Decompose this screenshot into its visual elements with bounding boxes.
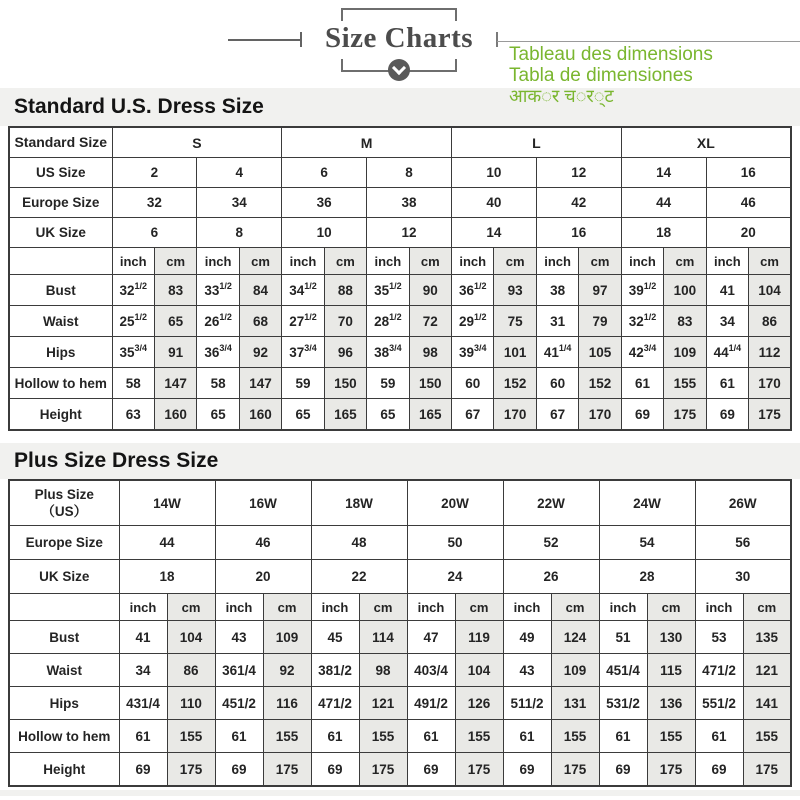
row-label: Height [9, 753, 119, 787]
size-group-cell: S [112, 127, 282, 158]
value-cell: 41 [119, 621, 167, 654]
value-cell: 53 [695, 621, 743, 654]
value-cell: 65 [282, 399, 324, 431]
size-group-cell: 22W [503, 480, 599, 526]
value-cell: 61 [119, 720, 167, 753]
value-cell: 147 [239, 368, 281, 399]
value-cell: 18 [119, 560, 215, 594]
unit-cell: inch [215, 594, 263, 621]
value-cell: 115 [647, 654, 695, 687]
size-group-cell: 18W [311, 480, 407, 526]
value-cell: 6 [282, 158, 367, 188]
value-cell: 361/4 [215, 654, 263, 687]
value-cell: 109 [263, 621, 311, 654]
unit-cell: inch [311, 594, 359, 621]
value-cell: 451/4 [599, 654, 647, 687]
value-cell: 155 [664, 368, 706, 399]
unit-cell: cm [579, 248, 621, 275]
size-group-cell: 26W [695, 480, 791, 526]
value-cell: 31 [536, 306, 578, 337]
unit-cell: inch [706, 248, 748, 275]
header [0, 0, 800, 106]
value-cell: $36^{3/4}$ [197, 337, 239, 368]
value-cell: 121 [743, 654, 791, 687]
value-cell: 130 [647, 621, 695, 654]
bottom-strip [0, 790, 800, 796]
value-cell: 175 [359, 753, 407, 787]
value-cell: 61 [503, 720, 551, 753]
value-cell: 69 [311, 753, 359, 787]
standard-table-heading: Standard U.S. Dress Size [14, 95, 264, 118]
value-cell: 105 [579, 337, 621, 368]
value-cell: 381/2 [311, 654, 359, 687]
value-cell: 114 [359, 621, 407, 654]
corner-label: Plus Size （US） [9, 480, 119, 526]
value-cell: $32^{1/2}$ [621, 306, 663, 337]
value-cell: 65 [367, 399, 409, 431]
value-cell: 58 [197, 368, 239, 399]
value-cell: 59 [282, 368, 324, 399]
unit-cell: inch [452, 248, 494, 275]
value-cell: 69 [215, 753, 263, 787]
value-cell: $33^{1/2}$ [197, 275, 239, 306]
right-rule-line [497, 41, 800, 42]
value-cell: 43 [503, 654, 551, 687]
unit-cell: inch [536, 248, 578, 275]
value-cell: 403/4 [407, 654, 455, 687]
value-cell: $37^{3/4}$ [282, 337, 324, 368]
value-cell: 65 [154, 306, 196, 337]
value-cell: 41 [706, 275, 748, 306]
value-cell: 14 [452, 218, 537, 248]
row-label: Waist [9, 654, 119, 687]
value-cell: 8 [367, 158, 452, 188]
value-cell: 90 [409, 275, 451, 306]
size-group-cell: 24W [599, 480, 695, 526]
value-cell: $42^{3/4}$ [621, 337, 663, 368]
value-cell: 72 [409, 306, 451, 337]
unit-cell: inch [282, 248, 324, 275]
value-cell: 431/4 [119, 687, 167, 720]
value-cell: 47 [407, 621, 455, 654]
plus-size-table [8, 479, 792, 787]
value-cell: 131 [551, 687, 599, 720]
value-cell: 152 [494, 368, 536, 399]
value-cell: 67 [452, 399, 494, 431]
value-cell: $26^{1/2}$ [197, 306, 239, 337]
value-cell: $35^{1/2}$ [367, 275, 409, 306]
value-cell: 48 [311, 526, 407, 560]
value-cell: 38 [536, 275, 578, 306]
row-label: Europe Size [9, 188, 112, 218]
value-cell: 86 [749, 306, 791, 337]
value-cell: 69 [119, 753, 167, 787]
unit-cell: cm [324, 248, 366, 275]
value-cell: 175 [749, 399, 791, 431]
value-cell: 109 [551, 654, 599, 687]
unit-cell: cm [647, 594, 695, 621]
size-group-cell: XL [621, 127, 791, 158]
value-cell: 12 [536, 158, 621, 188]
value-cell: 100 [664, 275, 706, 306]
left-rule-tick [300, 32, 302, 47]
row-label: Hollow to hem [9, 368, 112, 399]
size-group-cell: 20W [407, 480, 503, 526]
value-cell: 104 [749, 275, 791, 306]
unit-cell: inch [621, 248, 663, 275]
value-cell: 155 [263, 720, 311, 753]
value-cell: 175 [263, 753, 311, 787]
value-cell: 104 [455, 654, 503, 687]
value-cell: 155 [167, 720, 215, 753]
value-cell: 70 [324, 306, 366, 337]
value-cell: 36 [282, 188, 367, 218]
unit-cell: inch [503, 594, 551, 621]
value-cell: 471/2 [311, 687, 359, 720]
value-cell: 91 [154, 337, 196, 368]
size-group-cell: L [452, 127, 622, 158]
value-cell: 155 [647, 720, 695, 753]
row-label: Bust [9, 275, 112, 306]
value-cell: 46 [706, 188, 791, 218]
value-cell: 175 [455, 753, 503, 787]
unit-cell: cm [167, 594, 215, 621]
value-cell: 92 [239, 337, 281, 368]
value-cell: 18 [621, 218, 706, 248]
unit-cell: cm [154, 248, 196, 275]
value-cell: $38^{3/4}$ [367, 337, 409, 368]
value-cell: 51 [599, 621, 647, 654]
value-cell: 2 [112, 158, 197, 188]
value-cell: 92 [263, 654, 311, 687]
value-cell: 136 [647, 687, 695, 720]
value-cell: 93 [494, 275, 536, 306]
unit-cell: cm [494, 248, 536, 275]
row-label: US Size [9, 158, 112, 188]
translation-spanish: Tabla de dimensiones [509, 65, 693, 86]
value-cell: 24 [407, 560, 503, 594]
row-label: Hollow to hem [9, 720, 119, 753]
plus-heading-band [0, 443, 800, 479]
corner-label: Standard Size [9, 127, 112, 158]
value-cell: 67 [536, 399, 578, 431]
value-cell: 121 [359, 687, 407, 720]
value-cell: 119 [455, 621, 503, 654]
value-cell: 96 [324, 337, 366, 368]
value-cell: $29^{1/2}$ [452, 306, 494, 337]
value-cell: 109 [664, 337, 706, 368]
value-cell: 32 [112, 188, 197, 218]
value-cell: 175 [664, 399, 706, 431]
value-cell: 34 [119, 654, 167, 687]
value-cell: 116 [263, 687, 311, 720]
value-cell: 531/2 [599, 687, 647, 720]
value-cell: 44 [119, 526, 215, 560]
value-cell: 491/2 [407, 687, 455, 720]
value-cell: 69 [706, 399, 748, 431]
value-cell: 175 [167, 753, 215, 787]
bracket-top-icon [341, 8, 457, 21]
size-group-cell: M [282, 127, 452, 158]
value-cell: 160 [239, 399, 281, 431]
value-cell: $27^{1/2}$ [282, 306, 324, 337]
value-cell: 42 [536, 188, 621, 218]
unit-cell: cm [664, 248, 706, 275]
translation-hindi: आक◌र च◌र◌्ट [509, 86, 614, 106]
value-cell: 28 [599, 560, 695, 594]
value-cell: 8 [197, 218, 282, 248]
value-cell: 56 [695, 526, 791, 560]
value-cell: 69 [621, 399, 663, 431]
unit-cell: cm [409, 248, 451, 275]
value-cell: 16 [706, 158, 791, 188]
row-label: UK Size [9, 218, 112, 248]
value-cell: 471/2 [695, 654, 743, 687]
value-cell: 98 [359, 654, 407, 687]
value-cell: 175 [551, 753, 599, 787]
value-cell: 141 [743, 687, 791, 720]
value-cell: 50 [407, 526, 503, 560]
value-cell: 152 [579, 368, 621, 399]
value-cell: 61 [695, 720, 743, 753]
value-cell: 61 [621, 368, 663, 399]
value-cell: 14 [621, 158, 706, 188]
value-cell: $32^{1/2}$ [112, 275, 154, 306]
value-cell: $39^{1/2}$ [621, 275, 663, 306]
row-label: UK Size [9, 560, 119, 594]
value-cell: 16 [536, 218, 621, 248]
value-cell: 34 [706, 306, 748, 337]
row-label: Hips [9, 687, 119, 720]
value-cell: 6 [112, 218, 197, 248]
value-cell: 88 [324, 275, 366, 306]
value-cell: 52 [503, 526, 599, 560]
value-cell: 61 [407, 720, 455, 753]
value-cell: $41^{1/4}$ [536, 337, 578, 368]
value-cell: 65 [197, 399, 239, 431]
value-cell: 175 [647, 753, 695, 787]
value-cell: $36^{1/2}$ [452, 275, 494, 306]
value-cell: 40 [452, 188, 537, 218]
value-cell: 45 [311, 621, 359, 654]
unit-cell: cm [743, 594, 791, 621]
value-cell: 170 [749, 368, 791, 399]
value-cell: 79 [579, 306, 621, 337]
value-cell: 75 [494, 306, 536, 337]
value-cell: 165 [409, 399, 451, 431]
unit-cell: cm [455, 594, 503, 621]
value-cell: 511/2 [503, 687, 551, 720]
value-cell: 160 [154, 399, 196, 431]
value-cell: 12 [367, 218, 452, 248]
row-label: Height [9, 399, 112, 431]
value-cell: 54 [599, 526, 695, 560]
value-cell: 30 [695, 560, 791, 594]
row-label: Bust [9, 621, 119, 654]
unit-cell: inch [119, 594, 167, 621]
unit-cell: inch [197, 248, 239, 275]
size-group-cell: 16W [215, 480, 311, 526]
plus-table-heading: Plus Size Dress Size [14, 449, 219, 472]
value-cell: $25^{1/2}$ [112, 306, 154, 337]
value-cell: 86 [167, 654, 215, 687]
value-cell: 38 [367, 188, 452, 218]
unit-cell: inch [599, 594, 647, 621]
value-cell: 98 [409, 337, 451, 368]
row-label: Hips [9, 337, 112, 368]
value-cell: 451/2 [215, 687, 263, 720]
value-cell: 26 [503, 560, 599, 594]
value-cell: 20 [215, 560, 311, 594]
unit-cell: inch [695, 594, 743, 621]
value-cell: 165 [324, 399, 366, 431]
value-cell: 46 [215, 526, 311, 560]
unit-cell: inch [407, 594, 455, 621]
value-cell: 175 [743, 753, 791, 787]
unit-cell: cm [359, 594, 407, 621]
value-cell: 101 [494, 337, 536, 368]
value-cell: 551/2 [695, 687, 743, 720]
value-cell: $28^{1/2}$ [367, 306, 409, 337]
value-cell: 124 [551, 621, 599, 654]
value-cell: 34 [197, 188, 282, 218]
value-cell: 59 [367, 368, 409, 399]
title-translations [509, 44, 713, 107]
value-cell: 112 [749, 337, 791, 368]
value-cell: 104 [167, 621, 215, 654]
value-cell: 170 [579, 399, 621, 431]
value-cell: 110 [167, 687, 215, 720]
unit-cell: cm [749, 248, 791, 275]
chevron-down-icon [388, 59, 410, 81]
empty-corner [9, 594, 119, 621]
value-cell: 61 [311, 720, 359, 753]
value-cell: 43 [215, 621, 263, 654]
value-cell: 60 [452, 368, 494, 399]
unit-cell: inch [112, 248, 154, 275]
value-cell: 155 [455, 720, 503, 753]
unit-cell: cm [551, 594, 599, 621]
value-cell: $35^{3/4}$ [112, 337, 154, 368]
value-cell: 126 [455, 687, 503, 720]
value-cell: $34^{1/2}$ [282, 275, 324, 306]
value-cell: 69 [599, 753, 647, 787]
value-cell: 150 [409, 368, 451, 399]
value-cell: 10 [282, 218, 367, 248]
value-cell: $39^{3/4}$ [452, 337, 494, 368]
value-cell: 155 [743, 720, 791, 753]
unit-cell: inch [367, 248, 409, 275]
value-cell: 61 [599, 720, 647, 753]
value-cell: 135 [743, 621, 791, 654]
page-title: Size Charts [324, 22, 474, 54]
value-cell: 61 [215, 720, 263, 753]
value-cell: 20 [706, 218, 791, 248]
value-cell: 60 [536, 368, 578, 399]
translation-french: Tableau des dimensions [509, 44, 713, 65]
value-cell: 83 [154, 275, 196, 306]
value-cell: 4 [197, 158, 282, 188]
value-cell: 170 [494, 399, 536, 431]
row-label: Europe Size [9, 526, 119, 560]
value-cell: 69 [503, 753, 551, 787]
value-cell: 10 [452, 158, 537, 188]
value-cell: 58 [112, 368, 154, 399]
size-group-cell: 14W [119, 480, 215, 526]
value-cell: 147 [154, 368, 196, 399]
value-cell: 155 [359, 720, 407, 753]
value-cell: 22 [311, 560, 407, 594]
value-cell: 155 [551, 720, 599, 753]
value-cell: 44 [621, 188, 706, 218]
standard-size-table [8, 126, 792, 431]
left-rule-line [228, 39, 300, 41]
value-cell: 84 [239, 275, 281, 306]
row-label: Waist [9, 306, 112, 337]
value-cell: $44^{1/4}$ [706, 337, 748, 368]
value-cell: 49 [503, 621, 551, 654]
unit-cell: cm [263, 594, 311, 621]
value-cell: 63 [112, 399, 154, 431]
value-cell: 83 [664, 306, 706, 337]
value-cell: 61 [706, 368, 748, 399]
value-cell: 97 [579, 275, 621, 306]
unit-cell: cm [239, 248, 281, 275]
value-cell: 69 [695, 753, 743, 787]
right-rule-tick [496, 32, 498, 47]
value-cell: 69 [407, 753, 455, 787]
empty-corner [9, 248, 112, 275]
value-cell: 150 [324, 368, 366, 399]
value-cell: 68 [239, 306, 281, 337]
